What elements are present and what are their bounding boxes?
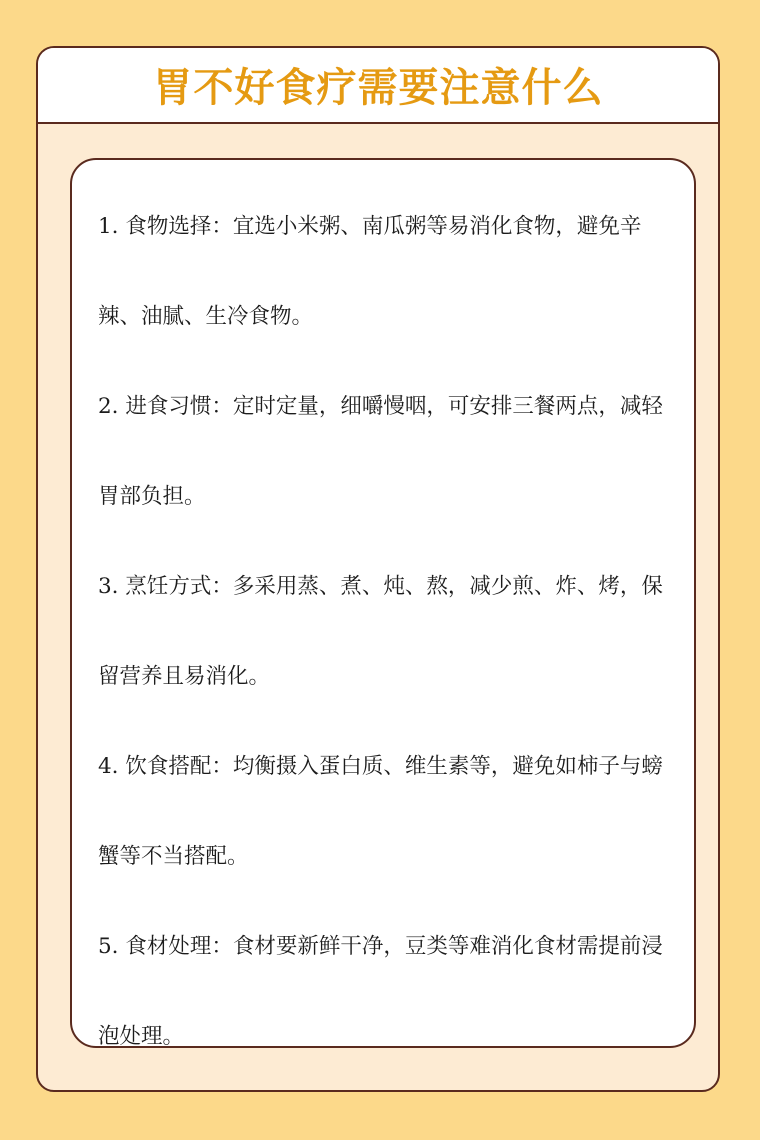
tips-card [70, 158, 696, 1048]
tip-number-2: 2. [98, 394, 119, 419]
tip-text-4: 饮食搭配：均衡摄入蛋白质、维生素等，避免如柿子与螃蟹等不当搭配。 [98, 754, 663, 869]
tip-text-3: 烹饪方式：多采用蒸、煮、炖、熬，减少煎、炸、烤，保留营养且易消化。 [98, 574, 663, 689]
tip-number-3: 3. [98, 574, 119, 599]
tip-number-4: 4. [98, 754, 119, 779]
tip-number-5: 5. [98, 934, 119, 959]
page-title: 胃不好食疗需要注意什么 [152, 64, 604, 111]
tip-item-5 [98, 902, 676, 1082]
tip-number-1: 1. [98, 214, 119, 239]
tip-item-1 [98, 182, 676, 362]
title-bar [38, 48, 718, 124]
tip-text-2: 进食习惯：定时定量，细嚼慢咽，可安排三餐两点，减轻胃部负担。 [98, 394, 663, 509]
tip-item-3 [98, 542, 676, 722]
tip-item-2 [98, 362, 676, 542]
tip-text-1: 食物选择：宜选小米粥、南瓜粥等易消化食物，避免辛辣、油腻、生冷食物。 [98, 214, 642, 329]
tip-item-4 [98, 722, 676, 902]
outer-card [36, 46, 720, 1092]
tip-text-5: 食材处理：食材要新鲜干净，豆类等难消化食材需提前浸泡处理。 [98, 934, 663, 1049]
